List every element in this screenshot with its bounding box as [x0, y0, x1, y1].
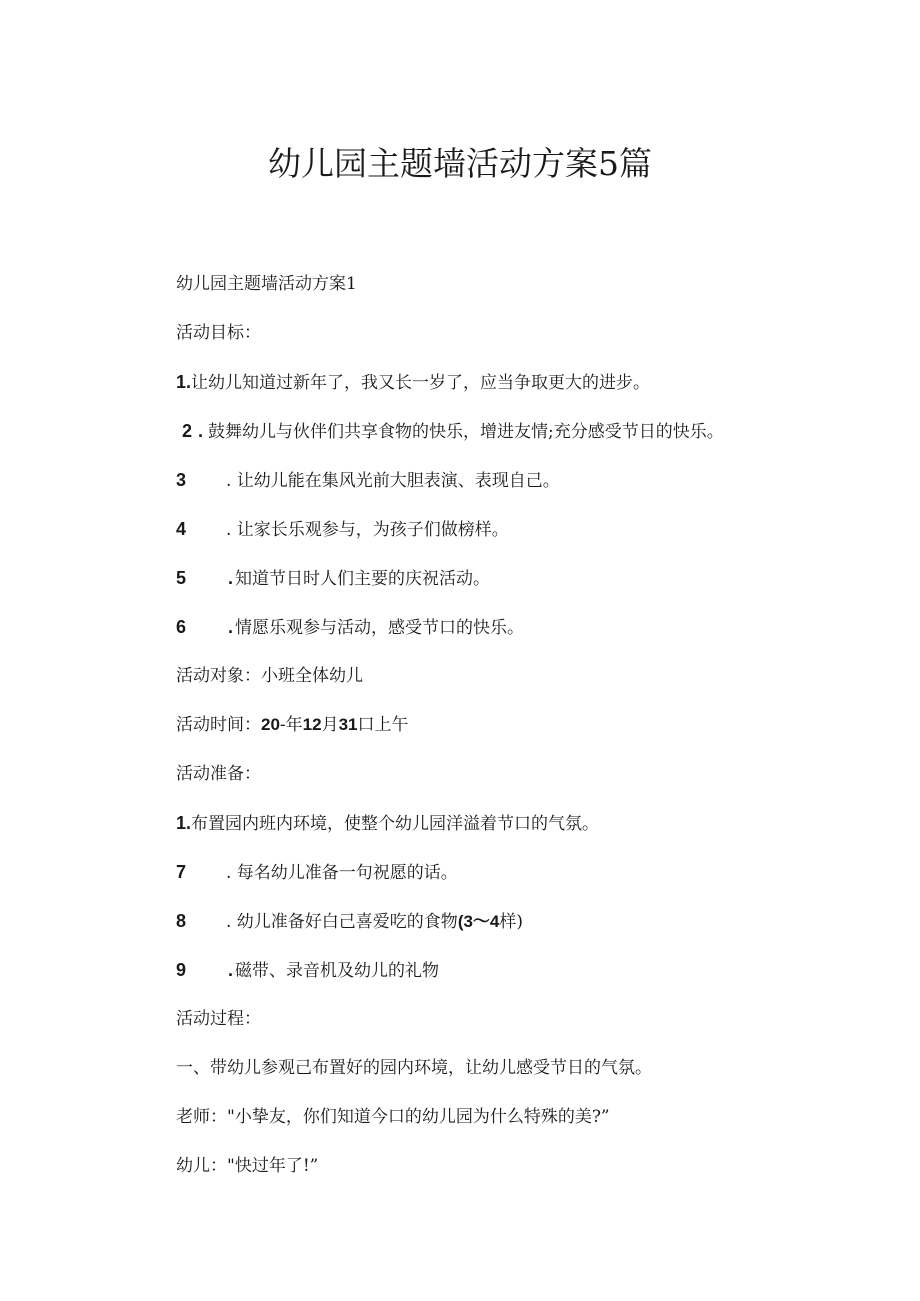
- prep-item-1: [176, 812, 599, 835]
- goal-text: 情愿乐观参与活动，感受节口的快乐。: [235, 618, 524, 638]
- teacher-line: 老师："小挚友，你们知道今口的幼儿园为什么特殊的美?”: [176, 1107, 610, 1127]
- prep-text: 磁带、录音机及幼儿的礼物: [235, 961, 439, 981]
- activity-object: 活动对象：小班全体幼儿: [176, 666, 363, 686]
- goal-number: 5: [176, 568, 187, 588]
- goal-dot: .: [228, 568, 234, 588]
- time-sep: -年: [279, 715, 303, 735]
- time-day: 31: [338, 715, 358, 734]
- goal-number: 4: [176, 519, 187, 539]
- goal-dot: .: [198, 421, 204, 441]
- prep-item-4: [176, 959, 439, 982]
- time-label: 活动时间：: [176, 715, 261, 735]
- goal-text: 知道节日时人们主要的庆祝活动。: [235, 569, 490, 589]
- goal-item-2: [176, 420, 724, 443]
- goal-number: 1.: [176, 372, 192, 392]
- goal-text: 让幼儿知道过新年了，我又长一岁了，应当争取更大的进步。: [191, 373, 651, 393]
- goal-item-5: [176, 567, 490, 590]
- prep-dot: .: [228, 960, 234, 980]
- time-sep: 月: [321, 715, 339, 735]
- time-month: 12: [302, 715, 322, 734]
- prep-item-2: [176, 861, 458, 884]
- time-rest: 口上午: [357, 715, 409, 735]
- process-heading: 活动过程：: [176, 1009, 261, 1029]
- goal-number: 3: [176, 470, 187, 490]
- time-year: 20: [261, 715, 280, 734]
- prep-number: 7: [176, 862, 187, 882]
- goal-text: . 让家长乐观参与，为孩子们做榜样。: [226, 520, 509, 540]
- goals-heading: 活动目标：: [176, 323, 261, 343]
- prep-number: 9: [176, 960, 187, 980]
- prep-number: 8: [176, 911, 187, 931]
- prep-text: . 每名幼儿准备一句祝愿的话。: [226, 863, 458, 883]
- goal-text: . 让幼儿能在集风光前大胆表演、表现自己。: [226, 471, 560, 491]
- prep-number: 1.: [176, 813, 192, 833]
- document-title: 幼儿园主题墙活动方案5篇: [268, 144, 652, 183]
- goal-item-6: [176, 616, 524, 639]
- prep-text: . 幼儿准备好白己喜爱吃的食物: [226, 912, 458, 932]
- goal-text: 鼓舞幼儿与伙伴们共享食物的快乐，增进友情;充分感受节日的快乐。: [208, 422, 724, 442]
- goal-dot: .: [228, 617, 234, 637]
- process-step-1: 一、带幼儿参观己布置好的园内环境，让幼儿感受节日的气氛。: [176, 1058, 652, 1078]
- prep-text: 布置园内班内环境，使整个幼儿园洋溢着节口的气氛。: [191, 814, 600, 834]
- activity-time: [176, 714, 409, 736]
- prep-tail: 样): [499, 912, 524, 932]
- prep-heading: 活动准备：: [176, 764, 261, 784]
- goal-item-1: [176, 371, 650, 394]
- prep-item-3: [176, 910, 523, 933]
- goal-item-3: [176, 469, 560, 492]
- prep-quantity: (3〜4: [457, 912, 500, 931]
- child-line: 幼儿："快过年了!”: [176, 1156, 319, 1176]
- goal-number: 2: [181, 421, 192, 441]
- section-subtitle: 幼儿园主题墙活动方案1: [176, 274, 357, 294]
- goal-item-4: [176, 518, 509, 541]
- goal-number: 6: [176, 617, 187, 637]
